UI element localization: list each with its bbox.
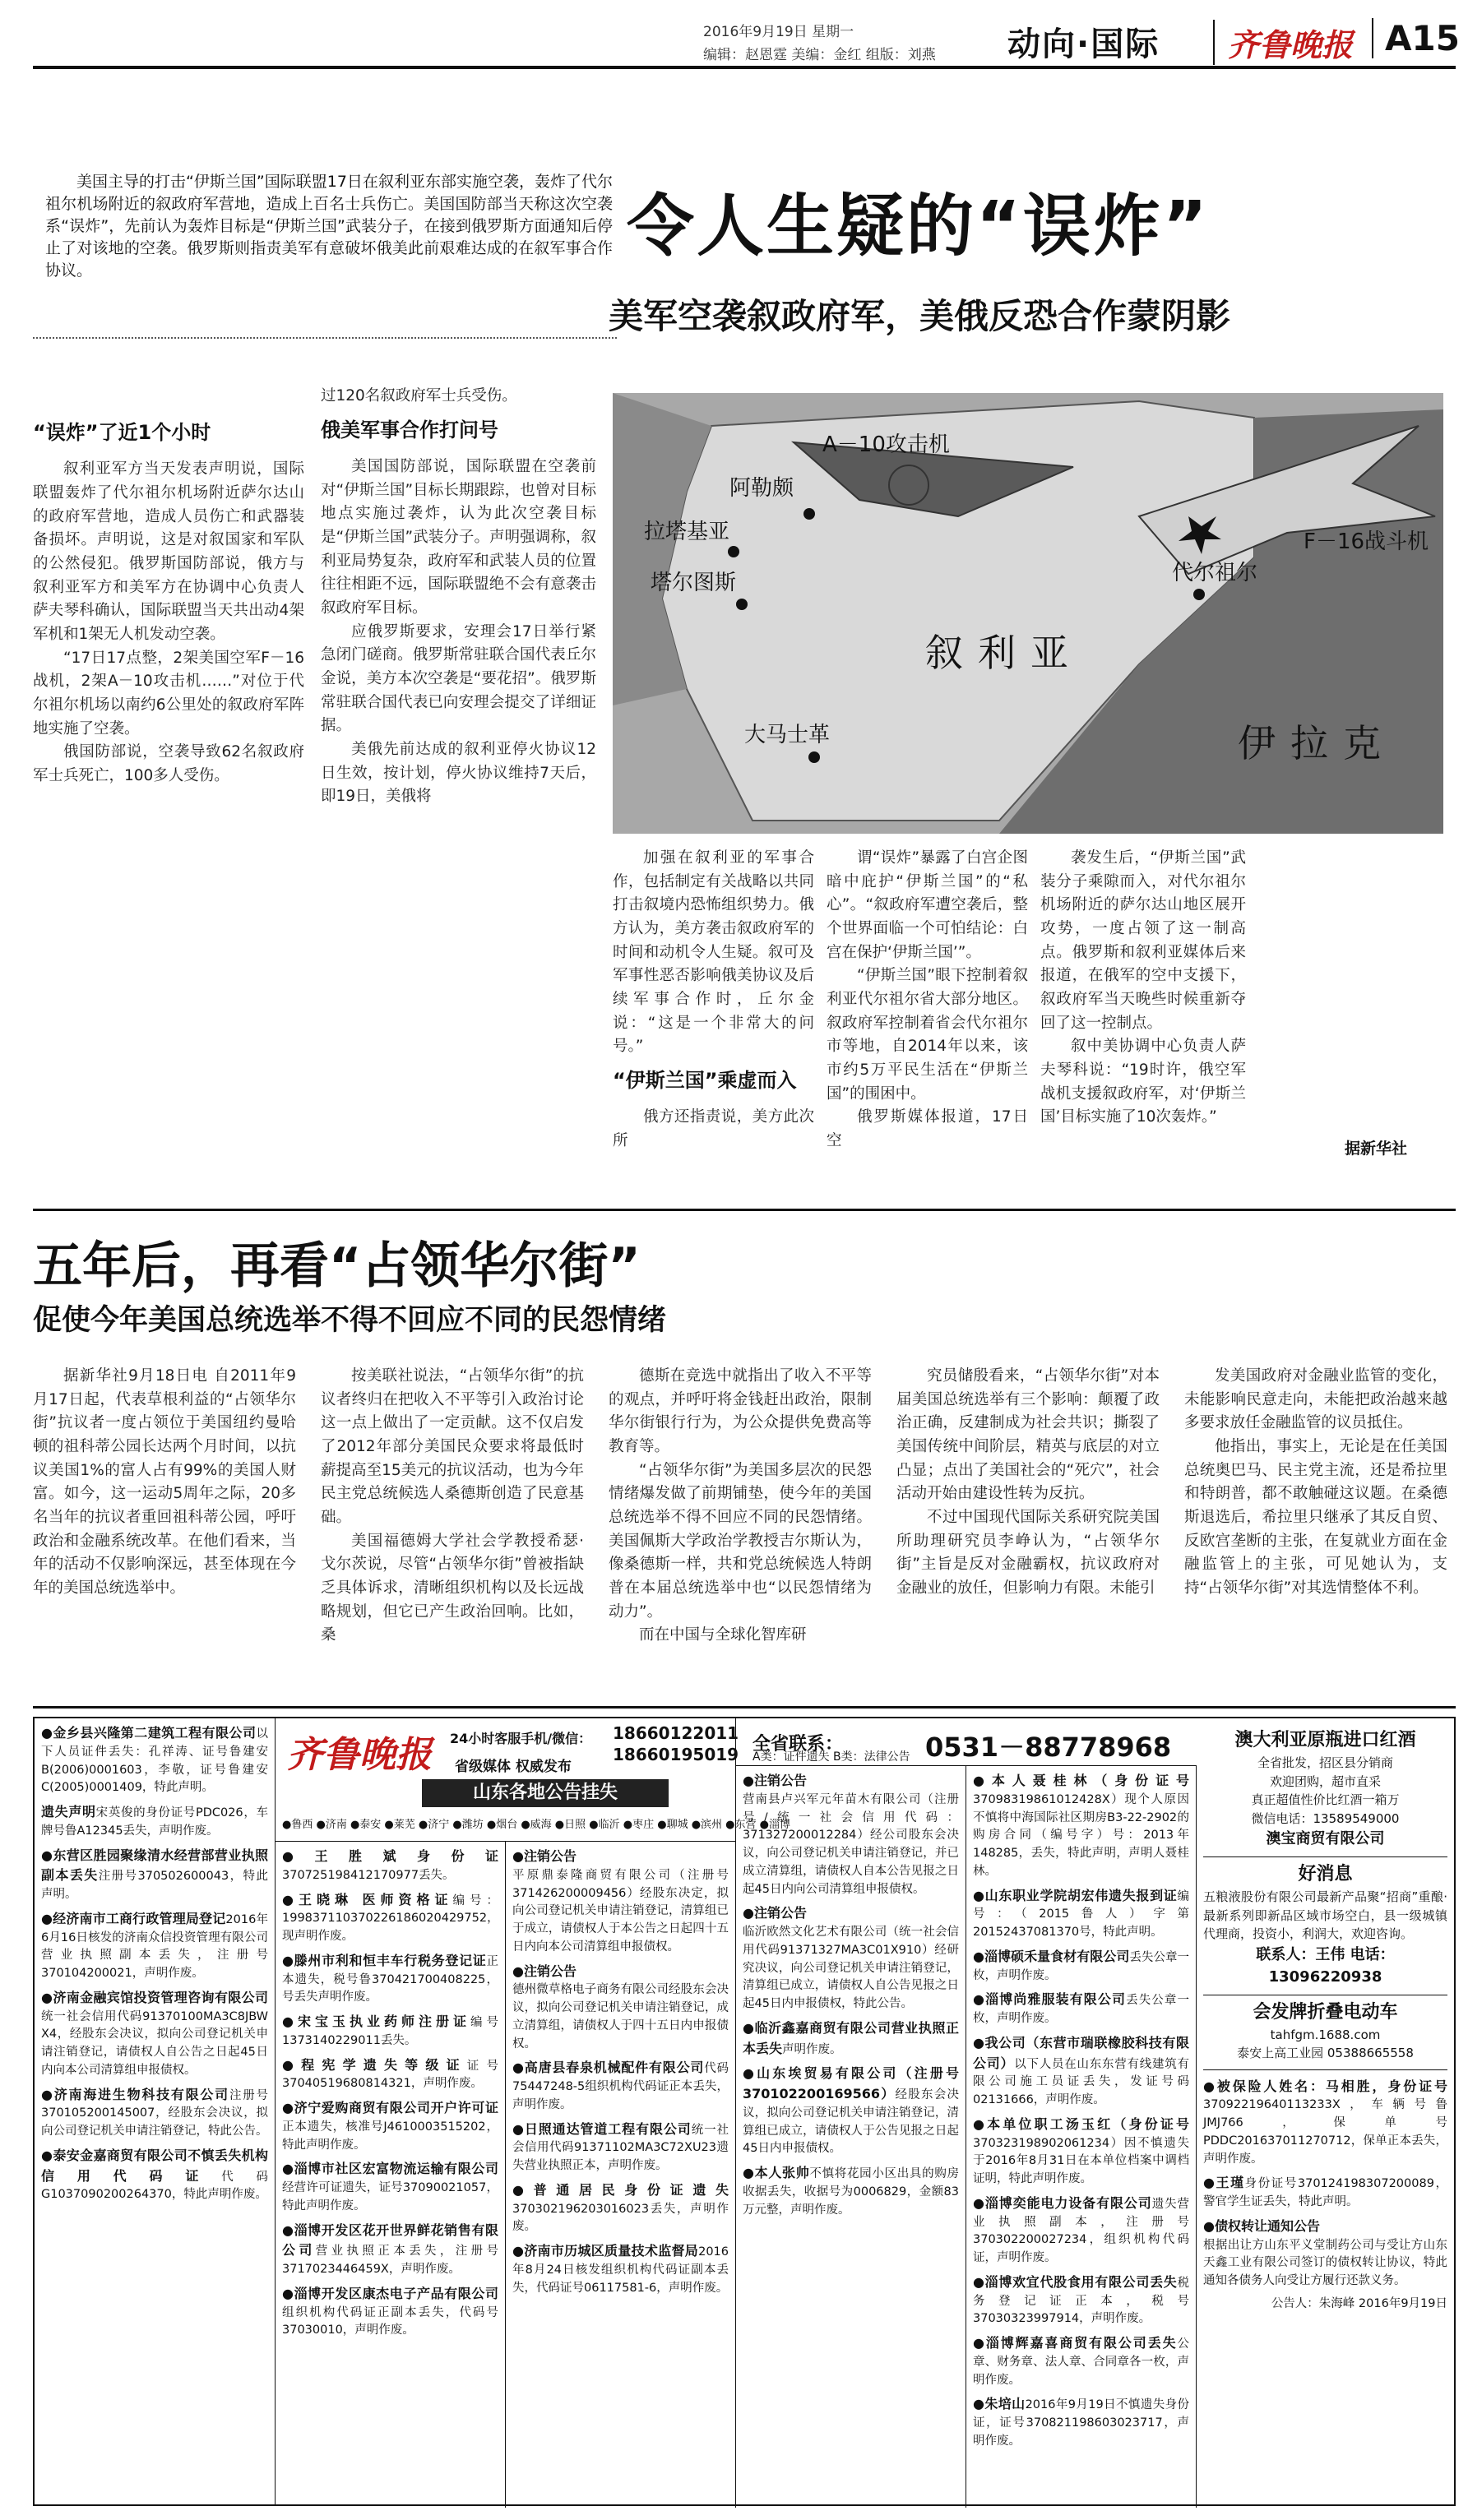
paragraph: 究员储殷看来，“占领华尔街”对本届美国总统选举有三个影响：颠覆了政治正确，反建制成为社会共识；撕裂了美国传统中间阶层，精英与底层的对立凸显；点出了美国社会的“死穴”，社会活动开始由建设性转为反抗。: [896, 1367, 1160, 1503]
ad-item: ●淄博欢宜代股食用有限公司丢失税务登记证正本，税号37030323997914，声明作废。: [973, 2273, 1189, 2326]
story1-column-2: [321, 385, 596, 809]
ads-column-5: [966, 1766, 1197, 2508]
ad-item: ●本人张帅不慎将花园小区出具的购房收据丢失，收据号为0006829，金额83万元整，声明作废。: [743, 2165, 960, 2217]
paragraph: 他指出，事实上，无论是在任美国总统奥巴马、民主党主流，还是希拉里和特朗普，都不敢触碰这议题。在桑德斯退选后，希拉里只继承了其反自贸、反欧宫垄断的主张，在复就业方面在金融监管上的主张，可见她认为，支持“占领华尔街”对其选情整体不利。: [1184, 1438, 1447, 1598]
paragraph: “伊斯兰国”眼下控制着叙利亚代尔祖尔省大部分地区。叙政府军控制着省会代尔祖尔市等地，自2014年以来，该市约5万平民生活在“伊斯兰国”的围困中。: [827, 967, 1028, 1103]
paragraph: 叙利亚军方当天发表声明说，国际联盟轰炸了代尔祖尔机场附近萨尔达山的政府军营地，造成人员伤亡和武器装备损坏。声明说，这是对叙国家和军队的公然侵犯。俄罗斯国防部说，俄方与叙利亚军方和美军方在协调中心负责人萨夫琴科确认，国际联盟当天共出动4架军机和1架无人机发动空袭。: [33, 460, 304, 643]
label-tartus: 塔尔图斯: [651, 571, 737, 595]
contact-banner: [736, 1718, 1197, 1766]
ad-item: ●程宪学遗失等级证证号37040519680814321，声明作废。: [282, 2056, 498, 2091]
ad-item: ●本人聂桂林（身份证号37098319861012428X）现个人原因不慎将中海国际社区期房B3-22-2902的购房合同（编号字）号：2013年148285，丢失，特此声明，声明人聂桂林。: [973, 1773, 1189, 1878]
ad-item: ●山东埃贸易有限公司（注册号370102200169566）经股东会决议，拟向公司登记机关申请注销登记，清算组已成立，请债权人于公告见报之日起45日内申报债权。: [743, 2065, 959, 2156]
paragraph: 俄罗斯媒体报道，17日空: [827, 1108, 1028, 1150]
story1-subhead-1: “误炸”了近1个小时: [33, 421, 211, 444]
banner-cities: ●鲁西 ●济南 ●泰安 ●莱芜 ●济宁 ●潍坊 ●烟台 ●威海 ●日照 ●临沂 ●枣庄 ●聊城 ●滨州 ●东营 ●淄博: [282, 1819, 791, 1831]
issue-date: 2016年9月19日 星期一: [703, 24, 854, 40]
page-number: A15: [1372, 18, 1460, 58]
paragraph: 加强在叙利亚的军事合作，包括制定有关战略以共同打击叙境内恐怖组织势力。俄方认为，美方袭击叙政府军的时间和动机令人生疑。叙可及军事性恶否影响俄美协议及后续军事合作时，丘尔金说：“这是一个非常大的问号。”: [613, 849, 814, 1056]
ad-item: ●被保险人姓名：马相胜，身份证号37092219640113233X，车辆号鲁JMJ766，保单号PDDC201637011270712，保单正本丢失，声明作废。: [1203, 2078, 1447, 2166]
newspaper-logo: 齐鲁晚报: [1213, 20, 1353, 65]
ad-footer: 公告人：朱海峰 2016年9月19日: [1271, 2296, 1447, 2310]
ad-item: ●滕州市利和恒丰车行税务登记证正本遗失，税号鲁370421700408225，号丢失声明作废。: [282, 1952, 498, 2004]
label-iraq: 伊拉克: [1238, 721, 1396, 765]
story2-column-3: [609, 1365, 872, 1648]
ads-column-2: [276, 1842, 506, 2508]
ad-item: ●普通居民身份证遗失370302196203016023丢失，声明作废。: [512, 2181, 729, 2234]
story2-column-5: [1184, 1365, 1447, 1601]
paragraph: 谓“误炸”暴露了白宫企图暗中庇护“伊斯兰国”的“私心”。“叙政府军遭空袭后，整个世界面临一个可怕结论：白宫在保护‘伊斯兰国’”。: [827, 849, 1028, 961]
ad-item: ●淄博尚雅服装有限公司丢失公章一枚，声明作废。: [973, 1991, 1190, 2025]
paragraph: 美俄先前达成的叙利亚停火协议12日生效，按计划，停火协议维持7天后，即19日，美俄将: [321, 740, 596, 806]
ad-item: ●淄博硕禾量食材有限公司丢失公章一枚，声明作废。: [973, 1948, 1190, 1982]
label-deir-ezzor: 代尔祖尔: [1172, 561, 1258, 585]
story2-subheadline: 促使今年美国总统选举不得不回应不同的民怨情绪: [33, 1304, 667, 1337]
ad-item: ●王胜斌身份证370725198412170977丢失。: [282, 1848, 498, 1882]
section-title: 动向·国际: [1007, 25, 1160, 63]
contact-number: 0531－88778968: [925, 1732, 1172, 1763]
damascus-marker: [808, 751, 820, 763]
story1-headline: 令人生疑的“误炸”: [627, 187, 1210, 266]
ad-item: ●本单位职工汤玉红（身份证号370323198902061234）因不慎遗失于2016年8月31日在本单位档案中调档证明，特此声明作废。: [973, 2115, 1189, 2185]
paragraph: 袭发生后，“伊斯兰国”武装分子乘隙而入，对代尔祖尔机场附近的萨尔达山地区展开攻势，一度占领了这一制高点。俄罗斯和叙利亚媒体后来报道，在俄军的空中支援下，叙政府军当天晚些时候重新夺回了这一控制点。: [1040, 849, 1246, 1032]
story-divider: [33, 1209, 1456, 1211]
story1-subheadline: 美军空袭叙政府军，美俄反恐合作蒙阴影: [609, 296, 1231, 336]
label-syria: 叙利亚: [925, 631, 1083, 675]
ad-item: ●泰安金嘉商贸有限公司不慎丢失机构信用代码证代码G1037090200264370，特此声明作废。: [41, 2147, 268, 2202]
label-a10: A－10攻击机: [822, 432, 950, 457]
ads-column-1: [35, 1718, 276, 2504]
ad-item: ●高唐县春泉机械配件有限公司代码75447248-5组织机构代码证正本丢失，声明作废。: [512, 2060, 729, 2111]
story1-credit: 据新华社: [1345, 1140, 1408, 1158]
banner-phone-2: 18660195019: [613, 1745, 739, 1764]
ad-item: ●注销公告 德州微草格电子商务有限公司经股东会决议，拟向公司登记机关申请注销登记，成立清算组，请债权人于四十五日内申报债权。: [512, 1963, 729, 2051]
story1-column-5: [1040, 847, 1246, 1130]
story2-column-2: [321, 1365, 584, 1648]
paragraph: 不过中国现代国际关系研究院美国所助理研究员李峥认为，“占领华尔街”主旨是反对金融霸权，抗议政府对金融业的放任，但影响力有限。未能引: [896, 1509, 1160, 1598]
ad-item: ●债权转让通知公告 根据出让方山东平义堂制药公司与受让方山东天鑫工业有限公司签订的债权转让协议，特此通知各债务人向受让方履行还款义务。: [1203, 2217, 1447, 2287]
ad-item: ●济宁爱购商贸有限公司开户许可证正本遗失，核准号J4610003515202，特此声明作废。: [282, 2100, 498, 2152]
ad-item: ●山东职业学院胡宏伟遗失报到证编号：（2015鲁人）字第20152437081370号，特此声明。: [973, 1887, 1189, 1939]
masthead: [33, 15, 1460, 69]
ads-column-6: [1197, 1718, 1454, 2504]
ad-item: ●注销公告 平原鼎泰隆商贸有限公司（注册号371426200009456）经股东决定，拟向公司登记机关申请注销登记，清算组已于成立，请债权人于本公告之日起四十五日内向本公司清算组申报债权。: [512, 1848, 729, 1954]
contact-label: 全省联系：: [753, 1734, 844, 1755]
paragraph: 德斯在竞选中就指出了收入不平等的观点，并呼吁将金钱赶出政治，限制华尔街银行行为，为公众提供免费高等教育等。: [609, 1367, 872, 1456]
ads-column-4: [736, 1766, 966, 2508]
label-damascus: 大马士革: [744, 723, 831, 747]
story2-headline: 五年后，再看“占领华尔街”: [33, 1237, 641, 1295]
paragraph: 美国福德姆大学社会学教授希瑟·戈尔茨说，尽管“占领华尔街”曾被指缺乏具体诉求，清晰组织机构以及长远战略规划，但它已产生政治回响。比如，桑: [321, 1532, 584, 1644]
label-aleppo: 阿勒颇: [729, 476, 794, 501]
deir-ezzor-marker: [1193, 589, 1205, 600]
paragraph: 按美联社说法，“占领华尔街”的抗议者终归在把收入不平等引入政治讨论这一点上做出了一定贡献。这不仅启发了2012年部分美国民众要求将最低时薪提高至15美元的抗议活动，也为今年民主党总统候选人桑德斯创造了民意基础。: [321, 1367, 584, 1527]
story2-column-4: [896, 1365, 1160, 1601]
good-news-ad: 好消息 五粮液股份有限公司最新产品聚“招商”重酿·最新系列即新品区域市场空白，县一级城镇代理商，投资小，利润大，欢迎咨询。 联系人：王伟 电话：13096220938: [1203, 1857, 1447, 1995]
story1-subhead-2: 俄美军事合作打问号: [321, 418, 498, 442]
paragraph: 过120名叙政府军士兵受伤。: [321, 387, 517, 405]
lead-divider: [33, 337, 617, 339]
label-f16: F－16战斗机: [1304, 529, 1429, 554]
ad-item: ●朱培山2016年9月19日不慎遗失身份证，证号370821198603023717，声明作废。: [973, 2396, 1190, 2448]
ad-item: ●淄博奕能电力设备有限公司遗失营业执照副本，注册号370302200027234，组织机构代码证，声明作废。: [973, 2194, 1190, 2264]
paragraph: 而在中国与全球化智库研: [639, 1626, 807, 1644]
story1-column-4: [827, 847, 1028, 1154]
ad-item: ●济南市历城区质量技术监督局2016年8月24日核发组织机构代码证副本丢失，代码证号06117581-6，声明作废。: [512, 2243, 729, 2295]
story1-lead: 美国主导的打击“伊斯兰国”国际联盟17日在叙利亚东部实施空袭，轰炸了代尔祖尔机场附近的叙政府军营地，造成上百名士兵伤亡。美国国防部当天称这次空袭系“误炸”，先前认为轰炸目标是“伊斯兰国”武装分子，在接到俄罗斯方面通知后停止了对该地的空袭。俄罗斯则指责美军有意破坏俄美此前艰难达成的在叙军事合作协议。: [45, 173, 613, 280]
ad-item: ●淄博开发区花开世界鲜花销售有限公司营业执照正本丢失，注册号3717023446459X，声明作废。: [282, 2222, 498, 2276]
ad-category-note: A类：证件遗失 B类：法律公告: [753, 1750, 910, 1764]
ebike-ad: 会发牌折叠电动车 tahfgm.1688.com 泰安上高工业园 05388665558: [1203, 1995, 1447, 2070]
aleppo-marker: [803, 508, 815, 520]
ad-item: ●注销公告 临沂欧然文化艺术有限公司（统一社会信用代码91371327MA3C01X910）经研究决议，向公司登记机关申请注销登记，清算组已成立，请债权人自公告见报之日起45日内申报债权，特此公告。: [743, 1905, 959, 2010]
ad-item: ●经济南市工商行政管理局登记2016年6月16日核发的济南众信投资管理有限公司营业执照副本丢失，注册号370104200021，声明作废。: [41, 1910, 268, 1980]
classified-ads: [33, 1717, 1456, 2506]
ads-top-rule: [33, 1706, 1456, 1709]
banner-hotline-label: 24小时客服手机/微信：: [450, 1731, 592, 1746]
ad-item: ●宋宝玉执业药师注册证编号1373140229011丢失。: [282, 2014, 499, 2047]
editor-credits: 编辑：赵恩霆 美编：金红 组版：刘燕: [703, 47, 936, 63]
latakia-marker: [728, 546, 739, 557]
paragraph: 俄方还指责说，美方此次所: [613, 1108, 814, 1149]
story1-column-3: [613, 847, 814, 1154]
story1-subhead-3: “伊斯兰国”乘虚而入: [613, 1069, 797, 1093]
ad-item: ●淄博市社区宏富物流运输有限公司经营许可证遗失，证号37090021057，特此声明作废。: [282, 2161, 498, 2213]
ad-item: ●注销公告 营南县卢兴军元年苗木有限公司（注册号/统一社会信用代码：371327200012284）经公司股东会决议，向公司登记机关申请注销登记，并已成立清算组，请债权人自本公告见报之日起45日内向公司清算组申报债权。: [743, 1773, 959, 1896]
ad-item: ●王瑾身份证号370124198307200089，警官学生证丢失，特此声明。: [1203, 2175, 1447, 2208]
banner-logo: 齐鲁晚报: [287, 1734, 432, 1776]
paragraph: 应俄罗斯要求，安理会17日举行紧急闭门磋商。俄罗斯常驻联合国代表丘尔金说，美方本次空袭是“要花招”。俄罗斯常驻联合国代表已向安理会提交了详细证据。: [321, 622, 596, 735]
story1-column-1: [33, 411, 304, 788]
paper-ad-banner: [276, 1718, 791, 1842]
ad-item: ●济南海进生物科技有限公司注册号370105200145007，经股东会决议，拟向公司登记机关申请注销登记，特此公告。: [41, 2086, 269, 2138]
tartus-marker: [736, 599, 748, 610]
ad-item: ●东营区胜园聚缘清水经营部营业执照副本丢失注册号370502600043，特此声明。: [41, 1847, 268, 1901]
wine-ad: 澳大利亚原瓶进口红酒 全省批发，招区县分销商 欢迎团购，超市直采 真正超值性价比红酒一箱万 微信电话：13589549000 澳宝商贸有限公司: [1203, 1723, 1447, 1857]
ad-item: ●淄博开发区康杰电子产品有限公司组织机构代码证正副本丢失，代码号37030010，声明作废。: [282, 2285, 498, 2337]
ad-item: ●临沂鑫嘉商贸有限公司营业执照正本丢失声明作废。: [743, 2019, 959, 2056]
banner-title-bar: 山东各地公告挂失: [422, 1779, 669, 1807]
ad-item: ●王晓琳 医师资格证编号：199837110370226186020429752，现声明作废。: [282, 1891, 499, 1943]
ads-column-3: [506, 1842, 736, 2508]
ad-item: ●我公司（东营市瑞联橡胶科技有限公司）以下人员在山东东营有线建筑有限公司施工员证丢失，发证号码02131666，声明作废。: [973, 2034, 1189, 2106]
syria-map: [613, 393, 1443, 834]
paragraph: 据新华社9月18日电 自2011年9月17日起，代表草根利益的“占领华尔街”抗议者一度占领位于美国纽约曼哈顿的祖科蒂公园长达两个月时间，以抗议美国1%的富人占有99%的美国人财富。如今，这一运动5周年之际，20多名当年的抗议者重回祖科蒂公园，呼吁政治和金融系统改革。在他们看来，当年的活动不仅影响深远，甚至体现在今年的美国总统选举中。: [33, 1367, 296, 1598]
story2-column-1: [33, 1365, 296, 1601]
paragraph: “17日17点整，2架美国空军F－16战机，2架A－10攻击机……”对位于代尔祖尔机场以南约6公里处的叙政府军阵地实施了空袭。: [33, 649, 304, 738]
paragraph: 美国国防部说，国际联盟在空袭前对“伊斯兰国”目标长期跟踪，也曾对目标地点实施过袭炸，认为此次空袭目标是“伊斯兰国”武装分子。声明强调称，叙利亚局势复杂，政府军和武装人员的位置往往相距不远，国际联盟绝不会有意袭击叙政府军目标。: [321, 457, 596, 617]
ad-item: ●淄博辉嘉喜商贸有限公司丢失公章、财务章、法人章、合同章各一枚，声明作废。: [973, 2335, 1189, 2387]
paragraph: 叙中美协调中心负责人萨夫琴科说：“19时许，俄空军战机支援叙政府军，对‘伊斯兰国’目标实施了10次轰炸。”: [1040, 1038, 1246, 1126]
paragraph: 发美国政府对金融业监管的变化，未能影响民意走向，未能把政治越来越多要求放任金融监管的议员抵住。: [1184, 1367, 1447, 1432]
ad-item: ●金乡县兴隆第二建筑工程有限公司以下人员证件丢失：孔祥涛、证号鲁建安B(2006)0001603，李敬，证号鲁建安C(2005)0001409，特此声明。: [41, 1725, 268, 1795]
ad-item: 遗失声明宋英俊的身份证号PDC026，车牌号鲁A12345丢失，声明作废。: [41, 1804, 268, 1838]
label-latakia: 拉塔基亚: [644, 520, 730, 544]
banner-tagline: 省级媒体 权威发布: [455, 1759, 572, 1775]
paragraph: 俄国防部说，空袭导致62名叙政府军士兵死亡，100多人受伤。: [33, 743, 304, 784]
paragraph: “占领华尔街”为美国多层次的民怨情绪爆发做了前期铺垫，使今年的美国总统选举不得不回应不同的民怨情绪。美国佩斯大学政治学教授吉尔斯认为，像桑德斯一样，共和党总统候选人特朗普在本届总统选举中也“以民怨情绪为动力”。: [609, 1461, 872, 1621]
ad-item: ●日照通达管道工程有限公司统一社会信用代码91371102MA3C72XU23遗失营业执照正本，声明作废。: [512, 2120, 729, 2172]
ad-item: ●济南金融宾馆投资管理咨询有限公司统一社会信用代码91370100MA3C8JBW X4，经股东会决议，拟向公司登记机关申请注销登记，请债权人自公告之日起45日内向本公司清算组申报债权。: [41, 1989, 268, 2077]
banner-phone-1: 18660122011: [613, 1723, 739, 1743]
